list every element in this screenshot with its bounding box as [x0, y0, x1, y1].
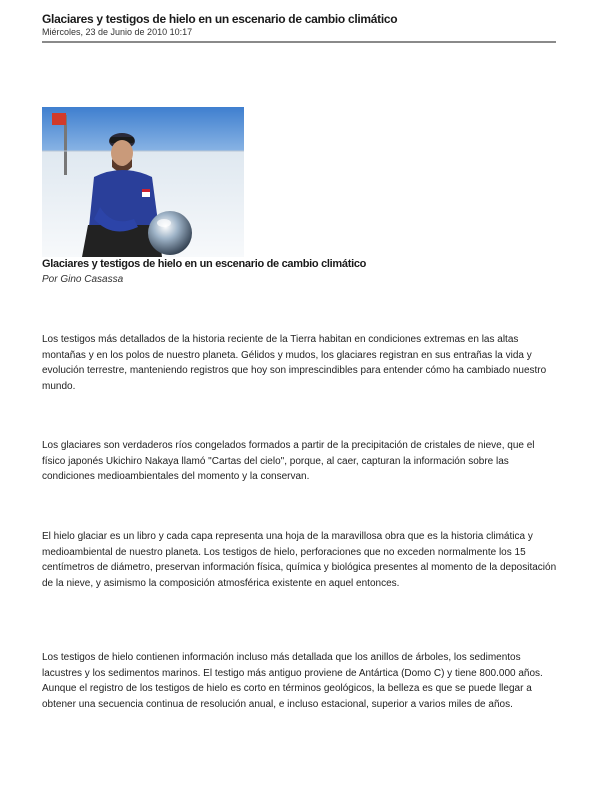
body-paragraph: El hielo glaciar es un libro y cada capa representa una hoja de la maravillosa obra que es la historia climática y medioambiental de nuestro planeta. Los testigos de hielo, perforaciones que no exceden normalmente los 15 centímetros de diámetro, preservan información física, química y biológica presentes al momento de la depositación de la nieve, y asimismo la composición atmosférica existente en aquel entonces.: [42, 531, 557, 589]
article-headline: Glaciares y testigos de hielo en un escenario de cambio climático: [42, 12, 398, 26]
author-byline: Por Gino Casassa: [42, 274, 124, 285]
body-paragraph: Los testigos de hielo contienen información incluso más detallada que los anillos de árboles, los sedimentos lacustres y los sedimentos marinos. El testigo más antiguo proviene de Antártica (Domo C) y tiene 800.000 años. Aunque el registro de los testigos de hielo es corto en términos geológicos, la belleza es que se puede llegar a obtener una secuencia continua de resolución anual, e incluso estacional, superior a varios miles de años.: [42, 652, 543, 710]
body-paragraph: Los glaciares son verdaderos ríos congelados formados a partir de la precipitación de cristales de nieve, que el físico japonés Ukichiro Nakaya llamó "Cartas del cielo", porque, al caer, capturan la información sobre las condiciones medioambientales del momento y la conservan.: [42, 440, 535, 482]
article-photo: [42, 107, 244, 257]
article-dateline: Miércoles, 23 de Junio de 2010 10:17: [42, 27, 193, 37]
body-paragraph: Los testigos más detallados de la historia reciente de la Tierra habitan en condiciones extremas en las altas montañas y en los polos de nuestro planeta. Gélidos y mudos, los glaciares registran en sus entrañas la vida y evolución terrestre, manteniendo registros que hoy son imprescindibles para entender cómo ha cambiado nuestro mundo.: [42, 334, 547, 392]
article-header: [42, 12, 556, 37]
photo-caption-title: Glaciares y testigos de hielo en un escenario de cambio climático: [42, 258, 367, 270]
header-divider: [42, 41, 556, 43]
